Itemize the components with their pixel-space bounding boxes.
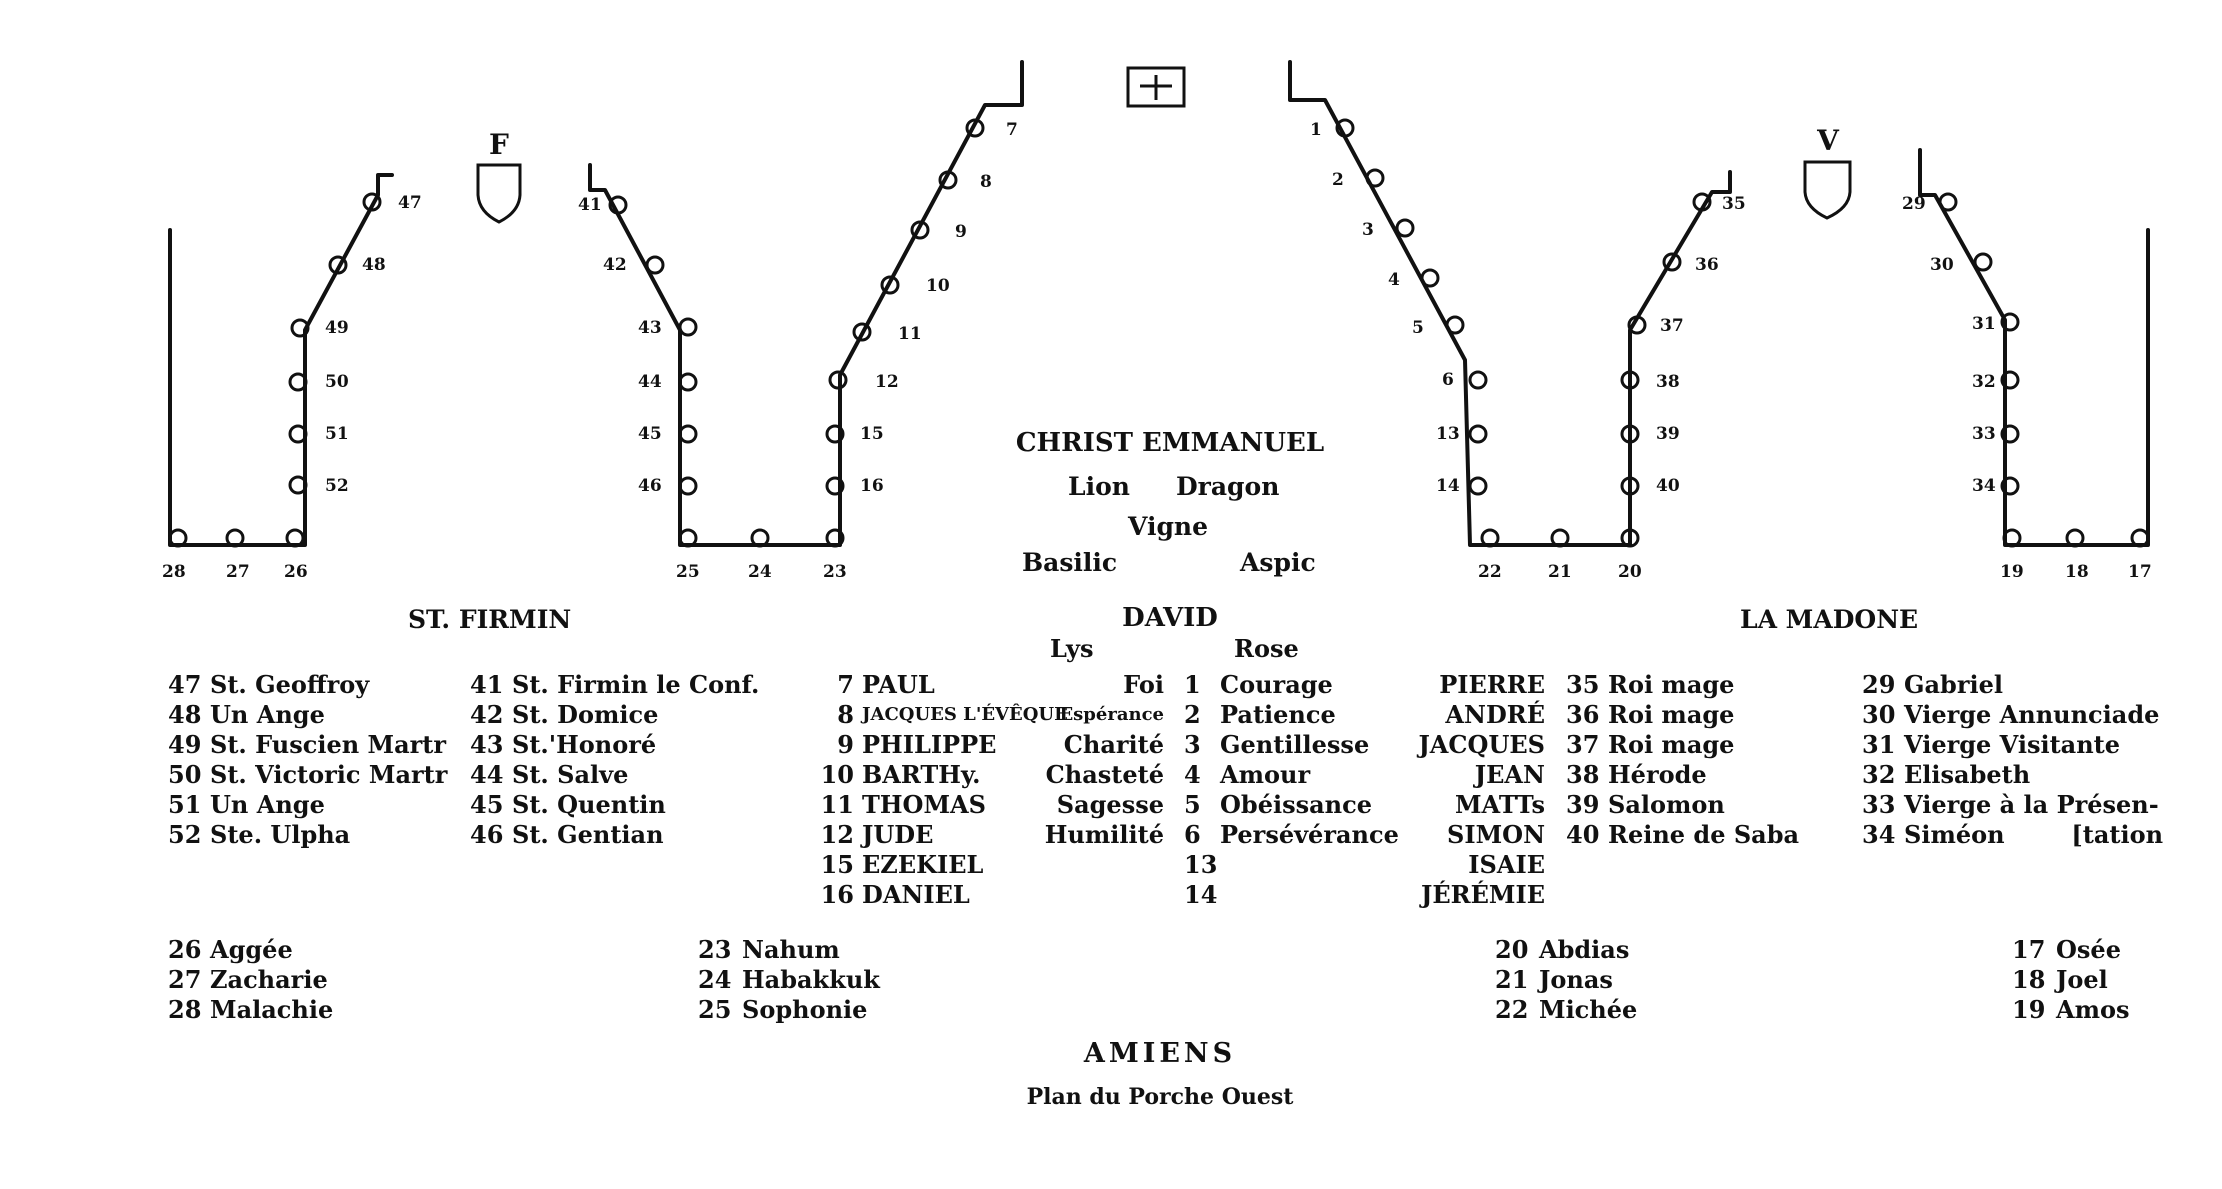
legend-firmin-right	[470, 670, 759, 850]
figure-number: 45	[638, 424, 662, 444]
figure-number: 23	[823, 562, 847, 582]
legend-row: 20 Abdias	[1495, 935, 1630, 964]
legend-row: 33 Vierge à la Présen-	[1862, 790, 2159, 819]
legend-row: 39 Salomon	[1566, 790, 1725, 819]
legend-row: 19 Amos	[2012, 995, 2130, 1024]
legend-row: 41 St. Firmin le Conf.	[470, 670, 760, 699]
center-right-portal-wall	[1290, 62, 1730, 545]
legend-row: 37 Roi mage	[1566, 730, 1735, 759]
dragon-label: Dragon	[1176, 472, 1280, 501]
legend-apostles-left	[808, 670, 1164, 910]
legend-row: 40 Reine de Saba	[1566, 820, 1800, 849]
trumeau-box-icon	[1128, 68, 1184, 106]
figure-number: 19	[2000, 562, 2024, 582]
figure-number: 38	[1656, 372, 1680, 392]
figure-number: 17	[2128, 562, 2152, 582]
figure-number: 31	[1972, 314, 1996, 334]
figure-number: 35	[1722, 194, 1746, 214]
legend-row: 36 Roi mage	[1566, 700, 1735, 729]
legend-row: 23 Nahum	[698, 935, 840, 964]
legend-row: 25 Sophonie	[698, 995, 868, 1024]
caption-title: AMIENS	[1083, 1038, 1237, 1069]
legend-row: 1 Courage PIERRE	[1184, 670, 1545, 699]
figure-number: 30	[1930, 255, 1954, 275]
caption-subtitle: Plan du Porche Ouest	[1026, 1084, 1294, 1110]
legend-row: 44 St. Salve	[470, 760, 629, 789]
figure-number: 33	[1972, 424, 1996, 444]
legend-row: 5 Obéissance MATTs	[1184, 790, 1545, 819]
legend-row: 4 Amour JEAN	[1184, 760, 1545, 789]
figure-number: 27	[226, 562, 250, 582]
legend-row: 29 Gabriel	[1862, 670, 2003, 699]
lys-label: Lys	[1050, 634, 1094, 663]
legend-row: 9 PHILIPPE Charité	[837, 730, 1164, 759]
right-portal-wall	[1920, 150, 2148, 545]
legend-row: 24 Habakkuk	[698, 965, 880, 994]
figure-number: 36	[1695, 255, 1719, 275]
shield-v-label: V	[1817, 124, 1839, 157]
legend-row: 16 DANIEL	[820, 880, 970, 909]
aspic-label: Aspic	[1240, 548, 1316, 577]
shield-f-label: F	[489, 128, 509, 161]
legend-row: 10 BARTHy. Chasteté	[820, 760, 1164, 789]
legend-row: 48 Un Ange	[168, 700, 325, 729]
figure-number: 6	[1442, 370, 1454, 390]
figure-number: 9	[955, 222, 967, 242]
christ-emmanuel-label: CHRIST EMMANUEL	[1015, 428, 1325, 458]
figure-number: 34	[1972, 476, 1996, 496]
figure-number: 43	[638, 318, 662, 338]
figure-number: 44	[638, 372, 662, 392]
basilic-label: Basilic	[1022, 548, 1118, 577]
legend-row: 28 Malachie	[168, 995, 334, 1024]
legend-row: 38 Hérode	[1566, 760, 1707, 789]
legend-row: 50 St. Victoric Martr	[168, 760, 448, 789]
figure-number: 11	[898, 324, 922, 344]
legend-prophets-3	[1495, 935, 1637, 1025]
figure-number: 52	[325, 476, 349, 496]
figure-number: 32	[1972, 372, 1996, 392]
figure-number: 20	[1618, 562, 1642, 582]
figure-number: 26	[284, 562, 308, 582]
legend-row: 32 Elisabeth	[1862, 760, 2031, 789]
figure-number: 5	[1412, 318, 1424, 338]
legend-row: 18 Joel	[2012, 965, 2108, 994]
figure-number: 22	[1478, 562, 1502, 582]
figure-number: 29	[1902, 194, 1926, 214]
legend-apostles-right	[1184, 670, 1545, 910]
figure-number: 41	[578, 195, 602, 215]
left-portal-wall	[170, 175, 392, 545]
legend-row: 13 ISAIE	[1184, 850, 1545, 879]
figure-number: 47	[398, 193, 422, 213]
legend-row: 30 Vierge Annunciade	[1862, 700, 2160, 729]
la-madone-heading: LA MADONE	[1740, 605, 1919, 634]
shield-f-icon	[478, 165, 520, 222]
figure-number: 16	[860, 476, 884, 496]
rose-label: Rose	[1234, 634, 1299, 663]
legend-row: 45 St. Quentin	[470, 790, 666, 819]
legend-row: 46 St. Gentian	[470, 820, 664, 849]
legend-row: 22 Michée	[1495, 995, 1638, 1024]
legend-row: 15 EZEKIEL	[820, 850, 984, 879]
figure-number: 13	[1436, 424, 1460, 444]
legend-row: 42 St. Domice	[470, 700, 659, 729]
legend-prophets-2	[698, 935, 880, 1025]
legend-row: 27 Zacharie	[168, 965, 328, 994]
figure-number: 42	[603, 255, 627, 275]
figure-number: 3	[1362, 220, 1374, 240]
figure-number: 24	[748, 562, 772, 582]
legend-row: 34 Siméon [tation	[1862, 820, 2164, 849]
shield-v-icon	[1805, 162, 1850, 218]
legend-row: 31 Vierge Visitante	[1862, 730, 2121, 759]
figure-number: 15	[860, 424, 884, 444]
figure-number: 21	[1548, 562, 1572, 582]
legend-row: 52 Ste. Ulpha	[168, 820, 351, 849]
legend-row: 8 JACQUES L'ÉVÊQUE Espérance	[837, 700, 1164, 729]
legend-row: 7 PAUL Foi	[837, 670, 1164, 699]
figure-number: 50	[325, 372, 349, 392]
figure-number: 14	[1436, 476, 1460, 496]
legend-row: 26 Aggée	[168, 935, 293, 964]
center-left-portal-wall	[590, 62, 1022, 545]
legend-row: 35 Roi mage	[1566, 670, 1735, 699]
legend-row: 12 JUDE Humilité	[820, 820, 1164, 849]
figure-number: 10	[926, 276, 950, 296]
figure-number: 37	[1660, 316, 1684, 336]
figure-number: 48	[362, 255, 386, 275]
legend-firmin-left	[168, 670, 447, 850]
legend-row: 51 Un Ange	[168, 790, 325, 819]
vigne-label: Vigne	[1127, 512, 1209, 541]
figure-number: 49	[325, 318, 349, 338]
figure-number: 40	[1656, 476, 1680, 496]
st-firmin-heading: ST. FIRMIN	[408, 605, 572, 634]
figure-number: 46	[638, 476, 662, 496]
legend-row: 6 Persévérance SIMON	[1184, 820, 1545, 849]
legend-madone-right	[1862, 670, 2163, 850]
figure-number: 12	[875, 372, 899, 392]
figure-number: 25	[676, 562, 700, 582]
legend-row: 21 Jonas	[1495, 965, 1613, 994]
figure-number: 2	[1332, 170, 1344, 190]
legend-row: 47 St. Geoffroy	[168, 670, 370, 699]
legend-prophets-1	[168, 935, 333, 1025]
legend-row: 3 Gentillesse JACQUES	[1184, 730, 1545, 759]
legend-prophets-4	[2012, 935, 2130, 1025]
lion-label: Lion	[1068, 472, 1130, 501]
david-heading: DAVID	[1122, 603, 1218, 633]
legend-row: 49 St. Fuscien Martr	[168, 730, 447, 759]
figure-number: 39	[1656, 424, 1680, 444]
legend-row: 11 THOMAS Sagesse	[820, 790, 1164, 819]
legend-row: 2 Patience ANDRÉ	[1184, 700, 1545, 729]
figure-number: 28	[162, 562, 186, 582]
legend-row: 43 St.'Honoré	[470, 730, 657, 759]
figure-number: 1	[1310, 120, 1322, 140]
figure-number: 7	[1006, 120, 1018, 140]
legend-row: 14 JÉRÉMIE	[1184, 880, 1545, 909]
figure-number: 51	[325, 424, 349, 444]
figure-number: 18	[2065, 562, 2089, 582]
figure-number: 4	[1388, 270, 1400, 290]
legend-row: 17 Osée	[2012, 935, 2121, 964]
figure-number: 8	[980, 172, 992, 192]
legend-madone-left	[1566, 670, 1799, 850]
